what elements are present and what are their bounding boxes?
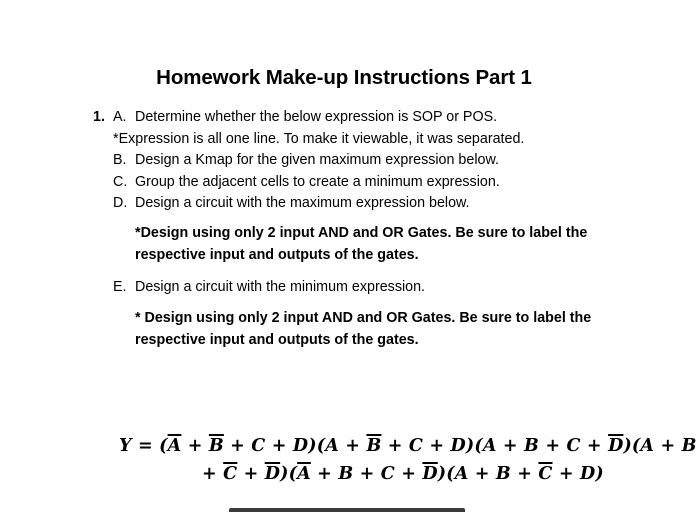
- expression-segment: + B + C +: [310, 464, 423, 484]
- step-e-letter: E.: [113, 279, 127, 295]
- page-title: Homework Make-up Instructions Part 1: [156, 66, 532, 89]
- item-number: 1.: [93, 109, 105, 125]
- expression-segment: Y = (: [119, 436, 168, 456]
- complemented-variable: $\overline{A}$: [297, 464, 311, 484]
- complemented-variable: $\overline{B}$: [366, 436, 382, 456]
- expression-segment: +: [181, 436, 209, 456]
- expression-segment: + D): [552, 464, 604, 484]
- step-a-text: Determine whether the below expression is SOP or POS.: [135, 109, 498, 125]
- step-d-text: Design a circuit with the maximum expression below.: [135, 195, 470, 211]
- expression-segment: + C + D)(A +: [223, 436, 367, 456]
- complemented-variable: $\overline{D}$: [422, 464, 438, 484]
- step-a-note-text: *Expression is all one line. To make it viewable, it was separated.: [113, 130, 525, 147]
- complemented-variable: $\overline{C}$: [538, 464, 553, 484]
- step-e-text: Design a circuit with the minimum expression.: [135, 279, 426, 295]
- complemented-variable: $\overline{D}$: [608, 436, 624, 456]
- step-e: [113, 277, 425, 299]
- step-b: [113, 150, 499, 172]
- step-c-text: Group the adjacent cells to create a minimum expression.: [135, 173, 500, 190]
- note-d: [135, 222, 587, 266]
- step-c: [113, 172, 500, 194]
- step-d: [113, 193, 470, 215]
- step-b-letter: B.: [113, 152, 127, 168]
- expression-segment: + C + D)(A + B + C +: [381, 436, 609, 456]
- expression-line-2: [202, 464, 604, 484]
- note-e-line1: * Design using only 2 input AND and OR Gates. Be sure to label the: [135, 310, 592, 326]
- expression-segment: )(: [280, 464, 298, 484]
- step-a: [93, 107, 497, 129]
- complemented-variable: $\overline{D}$: [264, 464, 281, 484]
- step-a-letter: A.: [113, 109, 127, 125]
- step-d-letter: D.: [113, 195, 128, 211]
- note-e: [135, 307, 591, 351]
- note-d-line2: respective input and outputs of the gates.: [135, 247, 419, 263]
- note-e-line2: respective input and outputs of the gates.: [135, 332, 419, 348]
- step-c-letter: C.: [113, 173, 128, 190]
- expression-segment: +: [237, 464, 265, 484]
- expression-segment: +: [202, 464, 224, 484]
- step-b-text: Design a Kmap for the given maximum expression below.: [135, 152, 499, 168]
- complemented-variable: $\overline{B}$: [208, 436, 224, 456]
- step-a-note: [113, 129, 524, 151]
- expression-segment: )(A + B +: [437, 464, 539, 484]
- bottom-scrollbar[interactable]: [229, 508, 465, 512]
- complemented-variable: $\overline{C}$: [223, 464, 238, 484]
- expression-segment: )(A + B: [623, 436, 697, 456]
- expression-line-1: [119, 436, 697, 456]
- complemented-variable: $\overline{A}$: [167, 436, 182, 456]
- note-d-line1: *Design using only 2 input AND and OR Gates. Be sure to label the: [135, 225, 588, 241]
